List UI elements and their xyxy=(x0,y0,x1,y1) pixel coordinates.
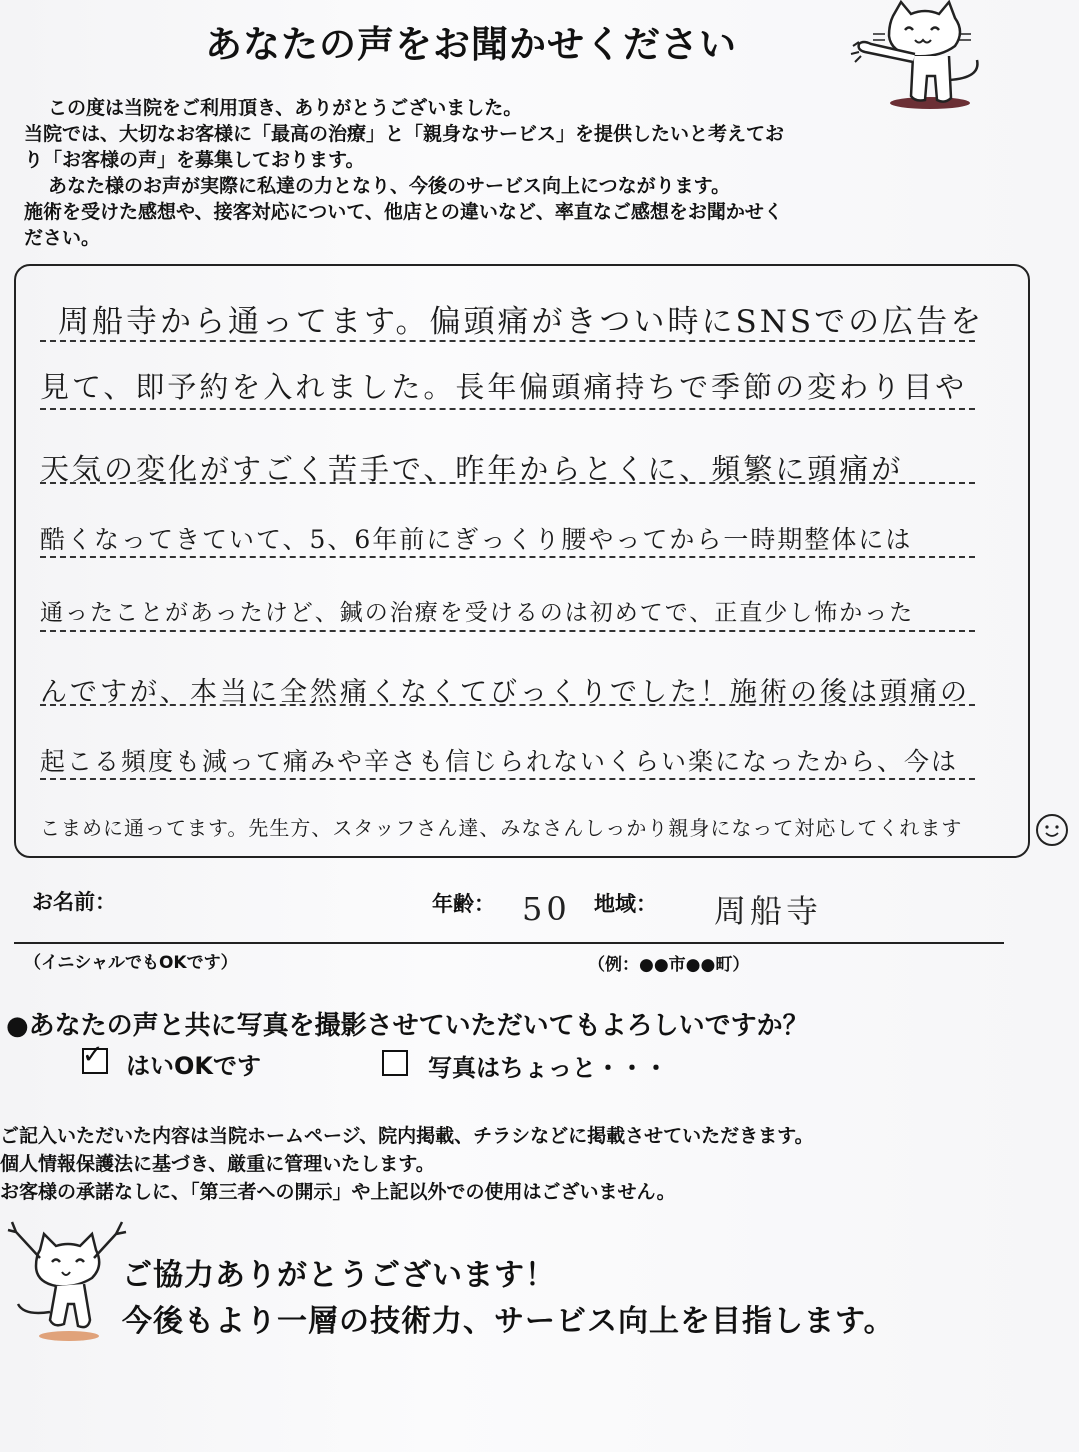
ruled-line xyxy=(40,556,975,558)
photo-question: ●あなたの声と共に写真を撮影させていただいてもよろしいですか？ xyxy=(6,1011,809,1041)
intro-text xyxy=(24,95,1014,251)
form-underline xyxy=(14,942,1004,944)
smiley-face-icon xyxy=(1036,814,1068,846)
intro-line: ださい。 xyxy=(24,227,101,249)
comment-line: 通ったことがあったけど、鍼の治療を受けるのは初めてで、正直少し怖かった xyxy=(40,600,915,626)
intro-line: り「お客様の声」を募集しております。 xyxy=(24,149,365,171)
photo-no-label: 写真はちょっと・・・ xyxy=(428,1054,668,1082)
privacy-notice xyxy=(0,1122,814,1206)
comment-line: んですが、本当に全然痛くなくてびっくりでした！施術の後は頭痛の xyxy=(40,677,970,708)
page-title: あなたの声をお聞かせください xyxy=(205,23,737,66)
ruled-line xyxy=(40,482,975,484)
region-note: （例：●●市●●町） xyxy=(588,955,750,975)
name-label: お名前： xyxy=(32,890,116,914)
check-mark-icon: ✓ xyxy=(82,1040,104,1070)
notice-line: ご記入いただいた内容は当院ホームページ、院内掲載、チラシなどに掲載させていただきます。 xyxy=(0,1125,814,1147)
thanks-line: 今後もより一層の技術力、サービス向上を目指します。 xyxy=(122,1304,895,1339)
age-label: 年齢： xyxy=(432,892,495,916)
comment-line: こまめに通ってます。先生方、スタッフさん達、みなさんしっかり親身になって対応してくれます xyxy=(40,816,963,840)
cat-mascot-bottom-icon xyxy=(4,1212,134,1347)
comment-line: 起こる頻度も減って痛みや辛さも信じられないくらい楽になったから、今は xyxy=(40,747,959,776)
photo-no-checkbox[interactable] xyxy=(382,1050,408,1076)
ruled-line xyxy=(40,778,975,780)
photo-yes-checkbox[interactable] xyxy=(82,1040,108,1074)
intro-line: あなた様のお声が実際に私達の力となり、今後のサービス向上につながります。 xyxy=(48,175,731,197)
ruled-line xyxy=(40,704,975,706)
ruled-line xyxy=(40,340,975,342)
intro-line: 施術を受けた感想や、接客対応について、他店との違いなど、率直なご感想をお聞かせく xyxy=(24,201,783,223)
notice-line: 個人情報保護法に基づき、厳重に管理いたします。 xyxy=(0,1153,435,1175)
thanks-line: ご協力ありがとうございます！ xyxy=(122,1258,556,1293)
intro-line: この度は当院をご利用頂き、ありがとうございました。 xyxy=(48,97,523,119)
ruled-line xyxy=(40,630,975,632)
ruled-line xyxy=(40,408,975,410)
notice-line: お客様の承諾なしに、「第三者への開示」や上記以外での使用はございません。 xyxy=(0,1181,676,1203)
photo-yes-label: はいOKです xyxy=(126,1052,261,1080)
comment-line: 天気の変化がすごく苦手で、昨年からとくに、頻繁に頭痛が xyxy=(40,452,904,486)
age-value: 50 xyxy=(522,890,571,928)
region-label: 地域： xyxy=(594,892,657,916)
comment-line: 周船寺から通ってます。偏頭痛がきつい時にSNSでの広告を xyxy=(58,304,985,340)
intro-line: 当院では、大切なお客様に「最高の治療」と「親身なサービス」を提供したいと考えてお xyxy=(24,123,785,145)
comment-line: 酷くなってきていて、5、6年前にぎっくり腰やってから一時期整体には xyxy=(40,525,913,554)
name-note: （イニシャルでもOKです） xyxy=(24,953,238,973)
region-value: 周船寺 xyxy=(714,892,823,930)
comment-line: 見て、即予約を入れました。長年偏頭痛持ちで季節の変わり目や xyxy=(40,370,968,404)
